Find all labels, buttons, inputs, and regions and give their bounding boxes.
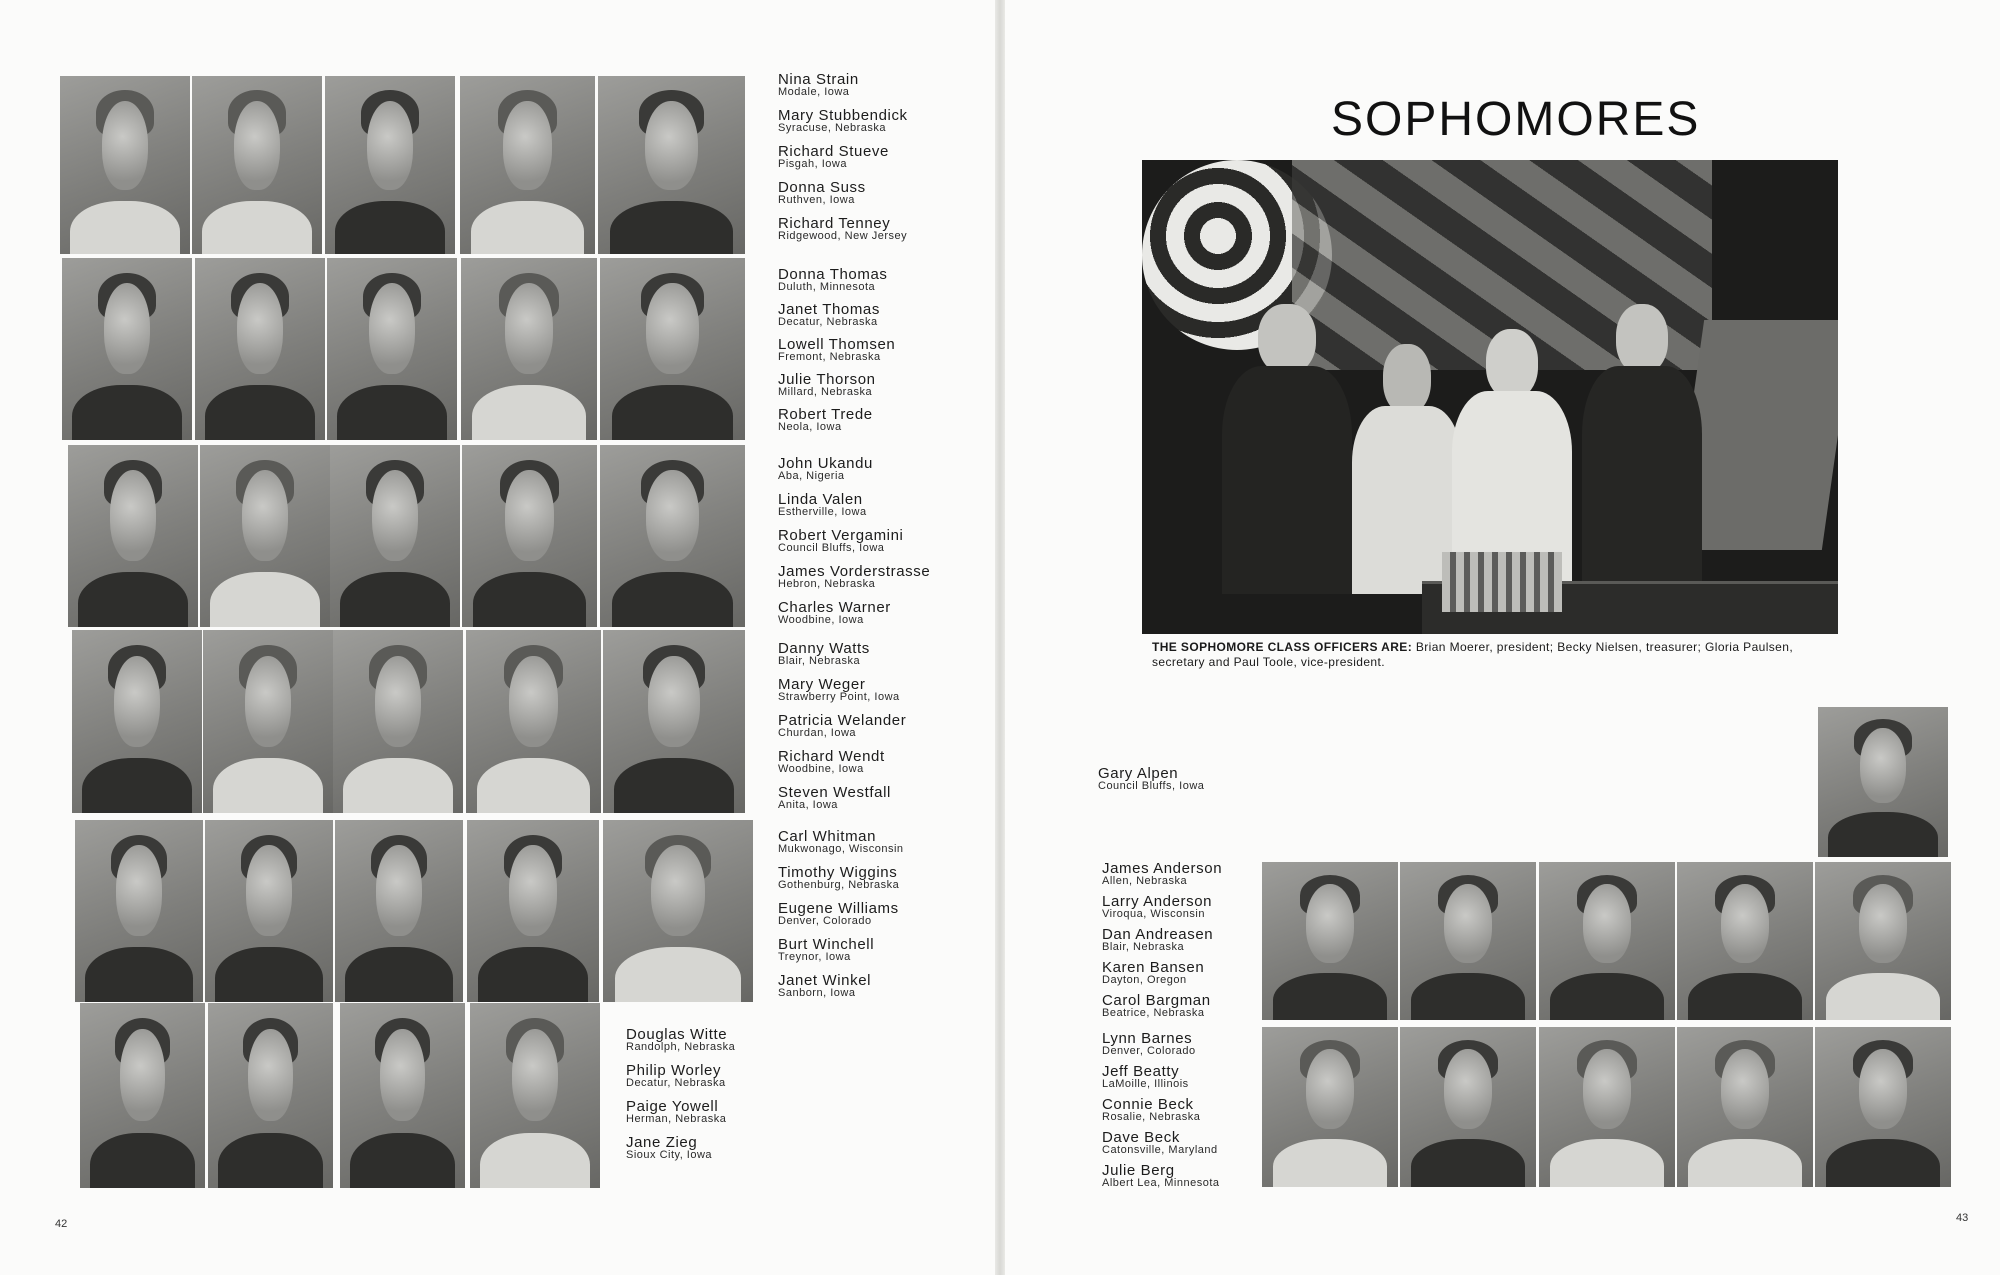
student-hometown: Catonsville, Maryland (1102, 1144, 1218, 1156)
student-name: Karen Bansen (1102, 959, 1205, 976)
portrait-head (505, 283, 554, 374)
student-hometown: Fremont, Nebraska (778, 351, 881, 363)
name-group-row4 (778, 641, 906, 821)
portrait-body (90, 1133, 195, 1189)
chair (1442, 552, 1562, 612)
student-hometown: Denver, Colorado (1102, 1045, 1196, 1057)
student-portrait (72, 630, 202, 813)
student-name: Burt Winchell (778, 936, 875, 953)
student-name: John Ukandu (778, 455, 873, 472)
student-portrait (466, 630, 601, 813)
student-name: Jeff Beatty (1102, 1063, 1180, 1080)
student-name: Danny Watts (778, 640, 870, 657)
caption-text: Brian Moerer, president; Becky Nielsen, treasurer; Gloria Paulsen, secretary and Paul Toole, vice-president. (1152, 640, 1794, 669)
name-entry (626, 1099, 735, 1135)
portrait-head (102, 101, 149, 190)
page-gutter (995, 0, 1005, 1275)
name-entry (778, 528, 930, 564)
student-portrait (1677, 1027, 1813, 1187)
student-hometown: Council Bluffs, Iowa (778, 542, 885, 554)
name-group-row3 (778, 456, 930, 636)
portrait-head (114, 656, 161, 748)
portrait-body (1273, 973, 1387, 1020)
student-hometown: Blair, Nebraska (778, 655, 861, 667)
name-entry (778, 641, 906, 677)
portrait-head (1860, 728, 1907, 803)
portrait-body (70, 201, 179, 254)
student-hometown: Gothenburg, Nebraska (778, 879, 900, 891)
student-portrait (80, 1003, 205, 1188)
student-hometown: Beatrice, Nebraska (1102, 1007, 1205, 1019)
name-entry (1102, 1064, 1220, 1097)
name-entry (778, 937, 904, 973)
student-hometown: Pisgah, Iowa (778, 158, 847, 170)
student-name: Jane Zieg (626, 1134, 698, 1151)
portrait-head (509, 656, 558, 748)
portrait-body (477, 758, 590, 813)
name-entry (1102, 1130, 1220, 1163)
student-portrait (1815, 862, 1951, 1020)
portrait-head (372, 470, 419, 561)
name-entry (1102, 1031, 1220, 1064)
portrait-body (337, 385, 446, 440)
portrait-head (367, 101, 414, 190)
student-hometown: Treynor, Iowa (778, 951, 851, 963)
portrait-head (509, 845, 557, 936)
name-entry (778, 901, 904, 937)
student-hometown: Sanborn, Iowa (778, 987, 856, 999)
student-hometown: LaMoille, Illinois (1102, 1078, 1189, 1090)
student-name: Patricia Welander (778, 712, 907, 729)
portrait-body (472, 385, 586, 440)
name-entry (1102, 861, 1222, 894)
name-entry (778, 302, 895, 337)
name-entry (778, 713, 906, 749)
portrait-head (375, 656, 422, 748)
portrait-head (110, 470, 157, 561)
student-hometown: Estherville, Iowa (778, 506, 867, 518)
section-title: SOPHOMORES (1331, 93, 1701, 146)
student-hometown: Anita, Iowa (778, 799, 838, 811)
student-name: Carl Whitman (778, 828, 877, 845)
student-portrait (460, 76, 595, 254)
student-hometown: Churdan, Iowa (778, 727, 857, 739)
student-name: Steven Westfall (778, 784, 891, 801)
portrait-head (1721, 884, 1770, 963)
student-portrait (1818, 707, 1948, 857)
portrait-body (345, 947, 453, 1002)
student-hometown: Blair, Nebraska (1102, 941, 1185, 953)
portrait-body (218, 1133, 323, 1189)
student-hometown: Denver, Colorado (778, 915, 872, 927)
student-hometown: Millard, Nebraska (778, 386, 873, 398)
portrait-body (1826, 1139, 1940, 1187)
student-hometown: Allen, Nebraska (1102, 875, 1188, 887)
name-group-right-row2 (1102, 1031, 1220, 1196)
student-portrait (192, 76, 322, 254)
portrait-body (1411, 1139, 1525, 1187)
portrait-body (1550, 973, 1664, 1020)
portrait-head (246, 845, 292, 936)
name-group-row2 (778, 267, 895, 442)
portrait-head (648, 656, 699, 748)
page-number-right: 43 (1956, 1212, 1969, 1224)
portrait-head (1583, 884, 1632, 963)
student-hometown: Duluth, Minnesota (778, 281, 876, 293)
student-portrait (62, 258, 192, 440)
portrait-body (1826, 973, 1940, 1020)
name-entry (778, 677, 906, 713)
name-entry (626, 1135, 735, 1171)
student-name: Eugene Williams (778, 900, 899, 917)
student-name: Richard Wendt (778, 748, 885, 765)
portrait-body (78, 572, 187, 627)
student-name: Mary Weger (778, 676, 866, 693)
portrait-head (380, 1029, 425, 1122)
student-hometown: Strawberry Point, Iowa (778, 691, 900, 703)
student-hometown: Rosalie, Nebraska (1102, 1111, 1201, 1123)
student-name: Connie Beck (1102, 1096, 1194, 1113)
student-name: Dan Andreasen (1102, 926, 1214, 943)
name-entry (778, 749, 906, 785)
portrait-head (646, 283, 698, 374)
student-name: Dave Beck (1102, 1129, 1180, 1146)
portrait-head (1859, 1049, 1908, 1129)
name-entry (778, 144, 908, 180)
student-hometown: Ruthven, Iowa (778, 194, 855, 206)
student-name: Lynn Barnes (1102, 1030, 1193, 1047)
student-name: Mary Stubbendick (778, 107, 908, 124)
portrait-body (1550, 1139, 1664, 1187)
portrait-head (1583, 1049, 1632, 1129)
student-name: Charles Warner (778, 599, 891, 616)
name-entry (778, 72, 908, 108)
student-portrait (325, 76, 455, 254)
student-name: Larry Anderson (1102, 893, 1213, 910)
name-entry (778, 180, 908, 216)
portrait-head (116, 845, 162, 936)
portrait-body (85, 947, 193, 1002)
student-hometown: Randolph, Nebraska (626, 1041, 736, 1053)
name-group-row1 (778, 72, 908, 252)
name-entry (1102, 993, 1222, 1026)
student-portrait (603, 820, 753, 1002)
student-name: Gary Alpen (1098, 765, 1179, 782)
portrait-body (1688, 1139, 1802, 1187)
student-name: Janet Thomas (778, 301, 880, 318)
portrait-body (610, 201, 733, 254)
student-portrait (335, 820, 463, 1002)
student-portrait (330, 445, 460, 627)
portrait-body (473, 572, 586, 627)
name-entry (1102, 894, 1222, 927)
name-entry (1102, 1097, 1220, 1130)
name-entry (626, 1063, 735, 1099)
student-portrait (1539, 1027, 1675, 1187)
portrait-head (651, 845, 705, 936)
student-portrait (68, 445, 198, 627)
student-name: Robert Trede (778, 406, 873, 423)
student-name: Richard Stueve (778, 143, 889, 160)
student-hometown: Viroqua, Wisconsin (1102, 908, 1205, 920)
portrait-body (82, 758, 191, 813)
student-portrait (75, 820, 203, 1002)
student-name: Lowell Thomsen (778, 336, 896, 353)
student-portrait (333, 630, 463, 813)
student-hometown: Woodbine, Iowa (778, 614, 864, 626)
name-entry (778, 973, 904, 1009)
name-entry (778, 600, 930, 636)
student-hometown: Syracuse, Nebraska (778, 122, 887, 134)
student-portrait (340, 1003, 465, 1188)
portrait-body (480, 1133, 589, 1189)
portrait-head (1306, 884, 1355, 963)
name-entry (778, 108, 908, 144)
student-hometown: Council Bluffs, Iowa (1098, 780, 1205, 792)
student-portrait (467, 820, 599, 1002)
student-hometown: Mukwonago, Wisconsin (778, 843, 904, 855)
portrait-head (512, 1029, 559, 1122)
portrait-head (503, 101, 552, 190)
student-name: Janet Winkel (778, 972, 872, 989)
portrait-body (340, 572, 449, 627)
portrait-body (1273, 1139, 1387, 1187)
student-hometown: Hebron, Nebraska (778, 578, 876, 590)
portrait-body (343, 758, 452, 813)
student-name: Richard Tenney (778, 215, 891, 232)
student-portrait (60, 76, 190, 254)
student-hometown: Sioux City, Iowa (626, 1149, 713, 1161)
name-entry (778, 865, 904, 901)
student-hometown: Albert Lea, Minnesota (1102, 1177, 1220, 1189)
name-entry (778, 407, 895, 442)
student-portrait (1400, 862, 1536, 1020)
portrait-head (237, 283, 284, 374)
portrait-head (369, 283, 416, 374)
portrait-body (202, 201, 311, 254)
name-entry (778, 372, 895, 407)
student-name: Linda Valen (778, 491, 863, 508)
portrait-body (612, 572, 734, 627)
portrait-body (350, 1133, 455, 1189)
student-name: Carol Bargman (1102, 992, 1211, 1009)
student-hometown: Herman, Nebraska (626, 1113, 727, 1125)
portrait-body (335, 201, 444, 254)
student-hometown: Woodbine, Iowa (778, 763, 864, 775)
student-portrait (1815, 1027, 1951, 1187)
name-group-row6 (626, 1027, 735, 1171)
portrait-body (1828, 812, 1937, 857)
portrait-body (210, 572, 319, 627)
portrait-body (205, 385, 314, 440)
student-name: Robert Vergamini (778, 527, 904, 544)
name-entry (778, 492, 930, 528)
portrait-head (1859, 884, 1908, 963)
student-portrait (1539, 862, 1675, 1020)
page-number-left: 42 (55, 1218, 68, 1230)
student-name: Donna Suss (778, 179, 866, 196)
student-name: Julie Thorson (778, 371, 876, 388)
portrait-body (612, 385, 734, 440)
student-name: Julie Berg (1102, 1162, 1175, 1179)
name-entry (778, 829, 904, 865)
portrait-body (478, 947, 589, 1002)
portrait-head (1444, 884, 1493, 963)
portrait-head (505, 470, 554, 561)
student-name: Donna Thomas (778, 266, 888, 283)
student-hometown: Decatur, Nebraska (778, 316, 878, 328)
student-hometown: Neola, Iowa (778, 421, 842, 433)
name-group-right-row1 (1102, 861, 1222, 1026)
student-name: Timothy Wiggins (778, 864, 898, 881)
student-portrait (470, 1003, 600, 1188)
name-entry (778, 785, 906, 821)
student-portrait (1400, 1027, 1536, 1187)
portrait-body (72, 385, 181, 440)
student-portrait (203, 630, 333, 813)
student-portrait (598, 76, 745, 254)
portrait-body (1688, 973, 1802, 1020)
photo-caption (1152, 640, 1842, 670)
student-portrait (1262, 862, 1398, 1020)
portrait-head (646, 470, 698, 561)
officer-figure (1222, 304, 1352, 594)
student-portrait (1677, 862, 1813, 1020)
name-entry (778, 216, 908, 252)
student-portrait (600, 258, 745, 440)
name-entry (778, 564, 930, 600)
name-entry (1102, 960, 1222, 993)
student-name: Philip Worley (626, 1062, 722, 1079)
portrait-head (120, 1029, 165, 1122)
portrait-body (215, 947, 323, 1002)
student-hometown: Ridgewood, New Jersey (778, 230, 908, 242)
student-portrait (1262, 1027, 1398, 1187)
name-entry (1102, 1163, 1220, 1196)
portrait-head (1444, 1049, 1493, 1129)
student-portrait (205, 820, 333, 1002)
portrait-head (104, 283, 151, 374)
officer-figure (1582, 304, 1702, 594)
portrait-head (1721, 1049, 1770, 1129)
portrait-head (234, 101, 281, 190)
student-portrait (461, 258, 597, 440)
portrait-head (1306, 1049, 1355, 1129)
portrait-body (213, 758, 322, 813)
student-name: James Anderson (1102, 860, 1223, 877)
class-officers-photo (1142, 160, 1838, 634)
portrait-head (645, 101, 698, 190)
student-hometown: Modale, Iowa (778, 86, 850, 98)
student-hometown: Dayton, Oregon (1102, 974, 1187, 986)
portrait-body (615, 947, 741, 1002)
portrait-head (242, 470, 289, 561)
name-entry-single (1098, 766, 1204, 792)
portrait-body (471, 201, 584, 254)
name-entry (778, 337, 895, 372)
student-hometown: Decatur, Nebraska (626, 1077, 726, 1089)
student-hometown: Aba, Nigeria (778, 470, 845, 482)
student-portrait (200, 445, 330, 627)
caption-lead: THE SOPHOMORE CLASS OFFICERS ARE: (1152, 640, 1413, 654)
student-name: Nina Strain (778, 71, 859, 88)
student-portrait (195, 258, 325, 440)
portrait-head (248, 1029, 293, 1122)
name-entry (778, 267, 895, 302)
name-entry (1102, 927, 1222, 960)
student-portrait (327, 258, 457, 440)
student-name: James Vorderstrasse (778, 563, 931, 580)
portrait-head (376, 845, 422, 936)
student-portrait (208, 1003, 333, 1188)
portrait-body (1411, 973, 1525, 1020)
student-name: Douglas Witte (626, 1026, 728, 1043)
student-name: Paige Yowell (626, 1098, 719, 1115)
student-portrait (462, 445, 597, 627)
student-portrait (600, 445, 745, 627)
portrait-head (245, 656, 292, 748)
student-portrait (603, 630, 745, 813)
name-group-row5 (778, 829, 904, 1009)
portrait-body (614, 758, 733, 813)
name-entry (778, 456, 930, 492)
name-entry (626, 1027, 735, 1063)
